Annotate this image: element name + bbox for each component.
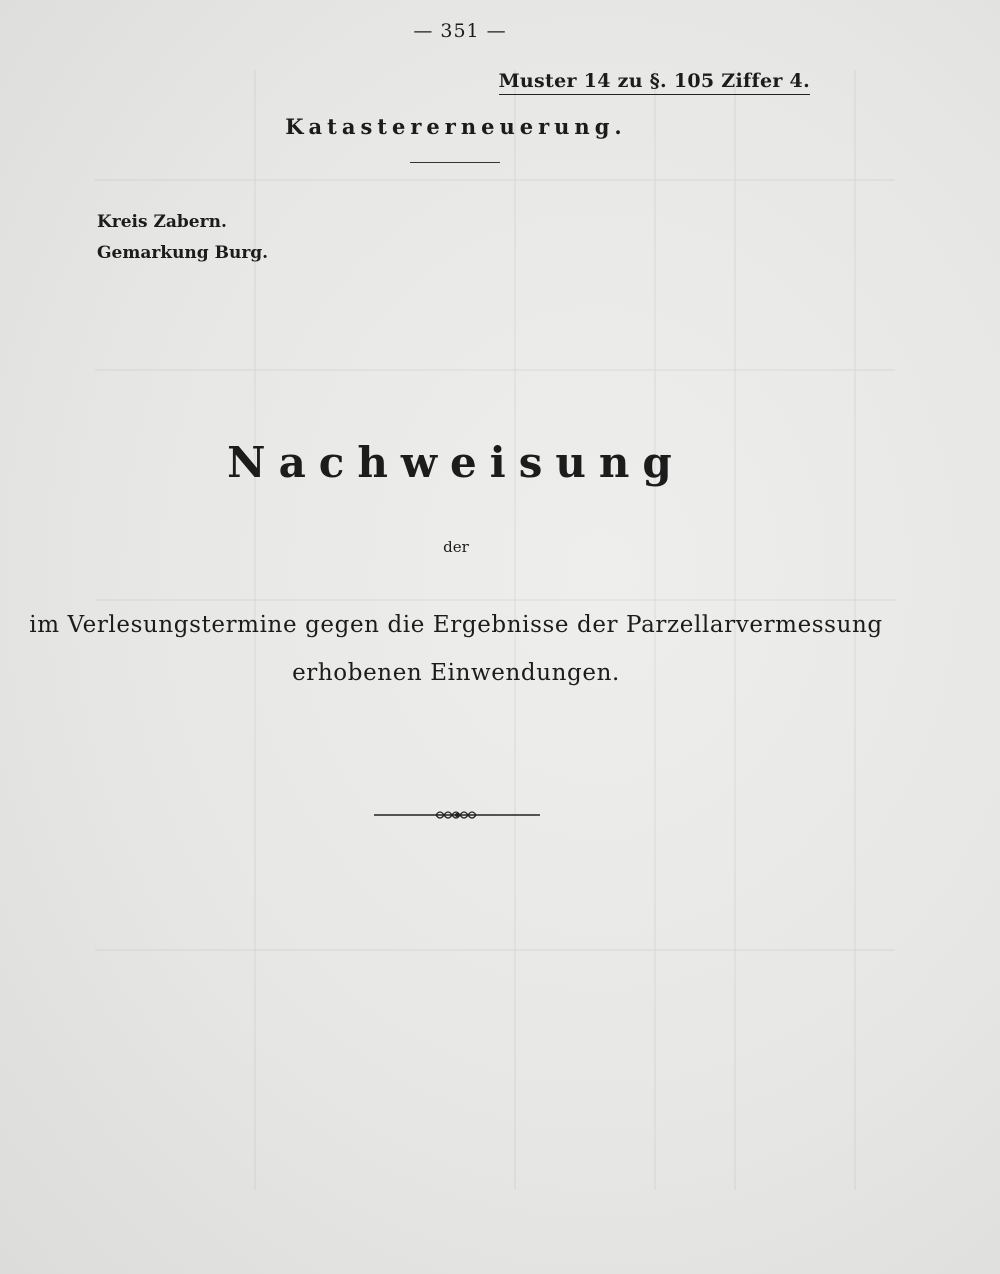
parish-label: Gemarkung Burg.	[97, 243, 269, 263]
district-label: Kreis Zabern.	[97, 212, 227, 232]
main-title: Nachweisung	[227, 438, 685, 487]
description-line-2: erhobenen Einwendungen.	[292, 660, 620, 686]
description-line-1: im Verlesungstermine gegen die Ergebnisse der Parzellarvermessung	[29, 612, 883, 638]
header-title: Katastererneuerung.	[285, 114, 627, 139]
ornament-divider-icon	[372, 805, 542, 825]
model-reference: Muster 14 zu §. 105 Ziffer 4.	[499, 70, 810, 95]
connector-word: der	[443, 538, 469, 556]
page-number: — 351 —	[413, 20, 507, 42]
header-divider	[410, 162, 500, 163]
